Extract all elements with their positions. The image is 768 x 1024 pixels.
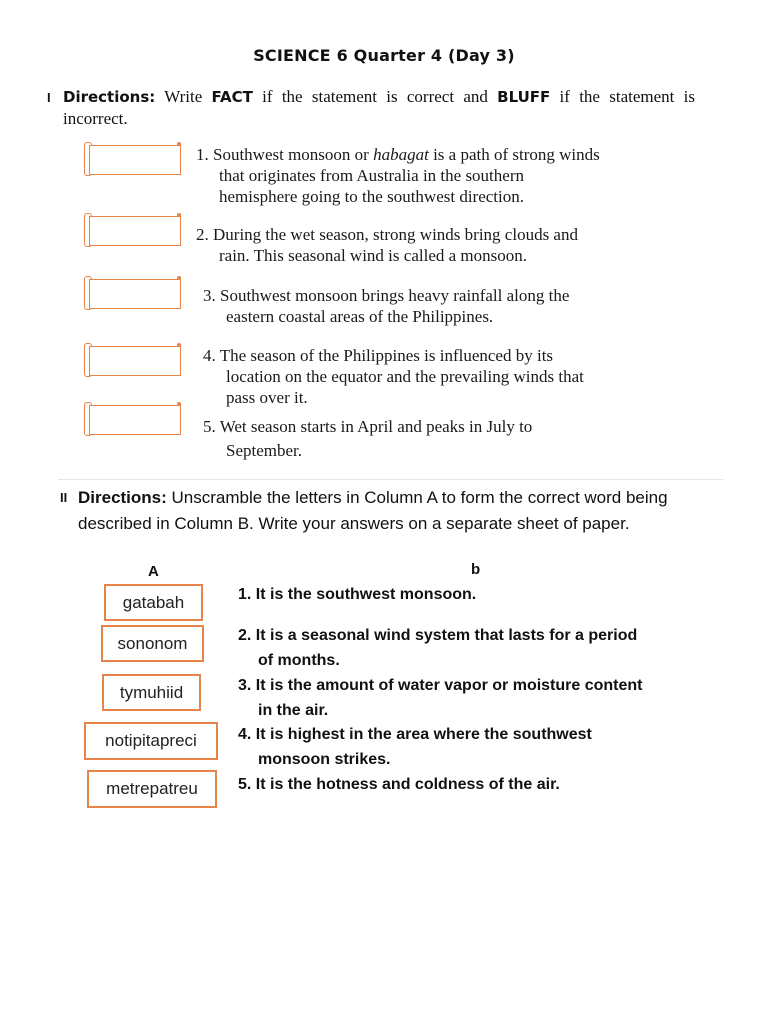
statement-2: 2. During the wet season, strong winds bring clouds and rain. This seasonal wind is called a monsoon.	[196, 225, 578, 265]
part-two-directions: Directions: Unscramble the letters in Column A to form the correct word being described in Column B. Write your answers on a separate sheet of paper.	[78, 488, 668, 533]
clue-3: 3. It is the amount of water vapor or moisture content in the air.	[238, 677, 643, 719]
column-b-header: b	[471, 561, 481, 578]
clue-5: 5. It is the hotness and coldness of the air.	[238, 776, 560, 793]
answer-box-4[interactable]	[83, 343, 181, 376]
statement-4: 4. The season of the Philippines is influenced by its location on the equator and the prevailing winds that pass over it.	[203, 346, 584, 407]
part-two-marker: II	[60, 490, 68, 505]
fact-keyword: FACT	[211, 88, 253, 106]
scrambled-word-2: sononom	[101, 625, 204, 662]
answer-box-2[interactable]	[83, 213, 181, 246]
part-one-directions: Directions: Write FACT if the statement is correct and BLUFF if the statement is incorrect.	[63, 87, 695, 128]
clue-2: 2. It is a seasonal wind system that lasts for a period of months.	[238, 627, 638, 669]
answer-box-3[interactable]	[83, 276, 181, 309]
column-a-header: A	[148, 563, 159, 580]
scrambled-word-4: notipitapreci	[84, 722, 218, 760]
bluff-keyword: BLUFF	[497, 88, 551, 106]
answer-box-1[interactable]	[83, 142, 181, 175]
part-one-marker: I	[47, 90, 51, 105]
directions-label-2: Directions:	[78, 488, 167, 507]
scrambled-word-5: metrepatreu	[87, 770, 217, 808]
statement-5: 5. Wet season starts in April and peaks in July to September.	[203, 417, 533, 460]
statement-3: 3. Southwest monsoon brings heavy rainfall along the eastern coastal areas of the Philippines.	[203, 286, 570, 326]
directions-label: Directions:	[63, 88, 156, 106]
scrambled-word-3: tymuhiid	[102, 674, 201, 711]
section-divider	[58, 479, 723, 480]
answer-box-5[interactable]	[83, 402, 181, 435]
scrambled-word-1: gatabah	[104, 584, 203, 621]
page-title: SCIENCE 6 Quarter 4 (Day 3)	[253, 46, 515, 65]
statement-1: 1. Southwest monsoon or habagat is a path of strong winds that originates from Australia in the southern hemisphere going to the southwest direction.	[196, 145, 600, 206]
clue-4: 4. It is highest in the area where the southwest monsoon strikes.	[238, 726, 592, 768]
clue-1: 1. It is the southwest monsoon.	[238, 586, 477, 603]
